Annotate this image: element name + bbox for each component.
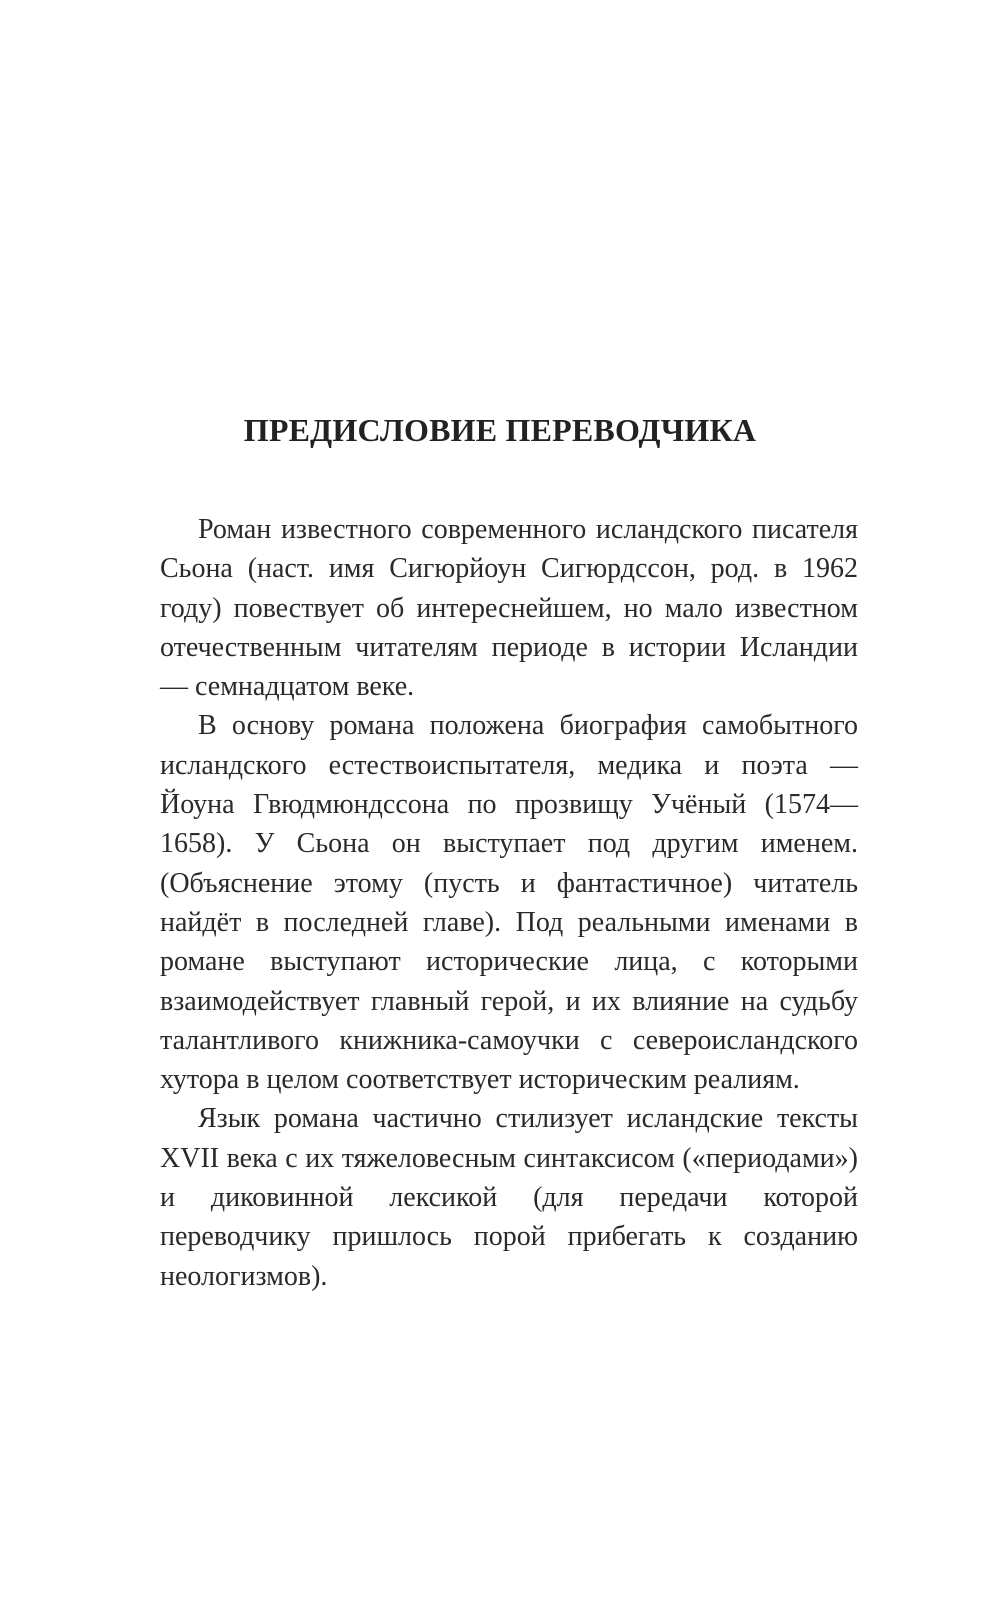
paragraph-3: Язык романа частично стилизует исландские тексты XVII века с их тяжеловесным синтаксисом («периодами») и диковинной лексикой (для передачи которой переводчику пришлось порой прибегать к созданию неологизмов). xyxy=(160,1103,858,1292)
body-text xyxy=(160,510,858,1296)
chapter-title: ПРЕДИСЛОВИЕ ПЕРЕВОДЧИКА xyxy=(243,412,757,448)
paragraph-2: В основу романа положена биография самобытного исландского естествоиспытателя, медика и поэта — Йоуна Гвюдмюндссона по прозвищу Учёный (1574—1658). У Сьона он выступает под другим именем. (Объяснение этому (пусть и фантастичное) читатель найдёт в последней главе). Под реальными именами в романе выступают исторические лица, с которыми взаимодействует главный герой, и их влияние на судьбу талантливого книжника-самоучки с североисландского хутора в целом соответствует историческим реалиям. xyxy=(160,710,858,1096)
paragraph-1: Роман известного современного исландского писателя Сьона (наст. имя Сигюрйоун Сигюрдссон, род. в 1962 году) повествует об интереснейшем, но мало известном отечественным читателям периоде в истории Исландии — семнадцатом веке. xyxy=(160,514,858,703)
